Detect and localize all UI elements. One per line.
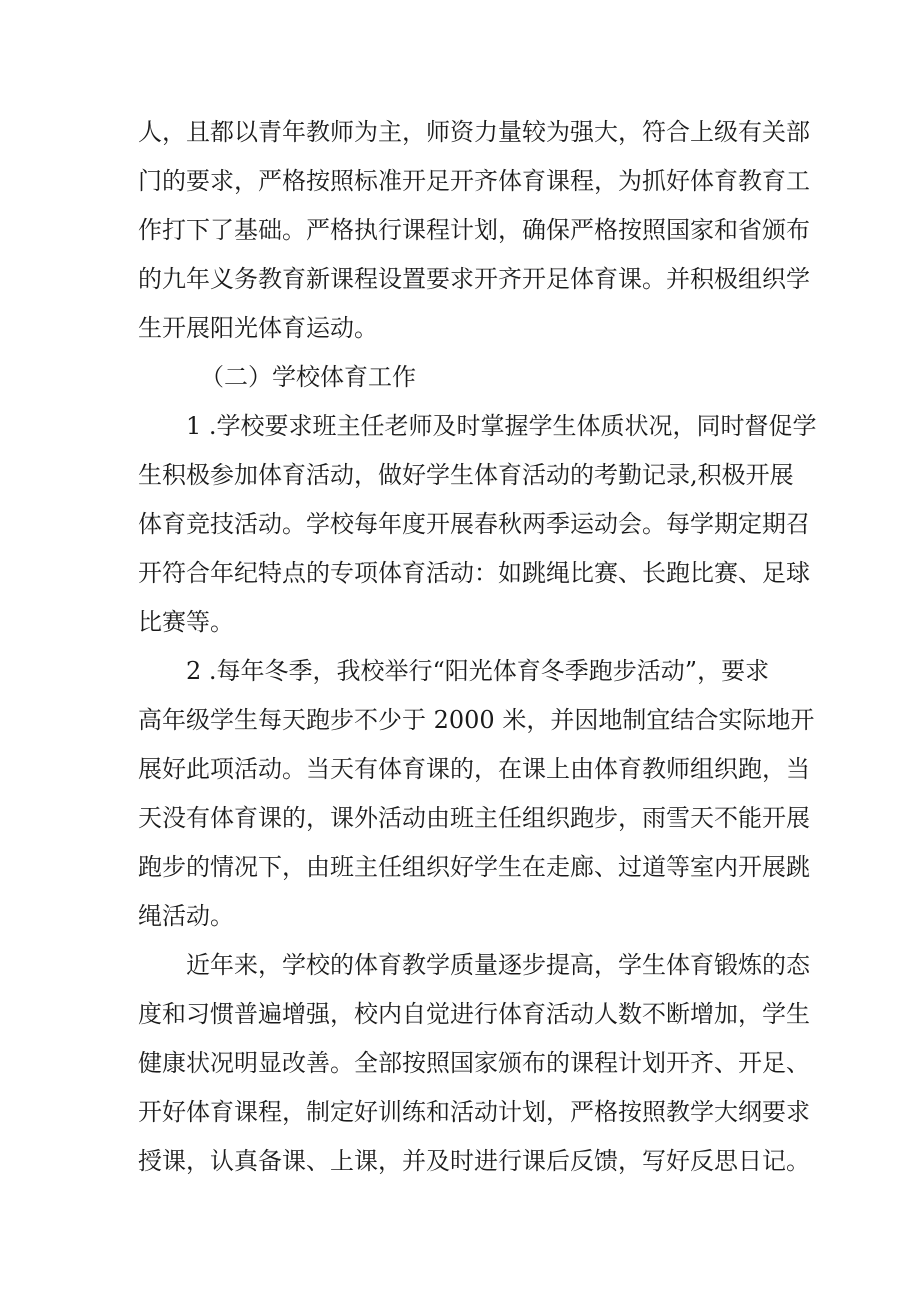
text-line-22: 授课，认真备课、上课，并及时进行课后反馈，写好反思日记。 <box>138 1147 810 1175</box>
section-heading: （二）学校体育工作 <box>200 363 416 391</box>
text-line-5: 生开展阳光体育运动。 <box>138 314 378 342</box>
text-line-7: 1 .学校要求班主任老师及时掌握学生体质状况，同时督促学 <box>186 412 817 440</box>
text-line-19: 度和习惯普遍增强，校内自觉进行体育活动人数不断增加，学生 <box>138 1000 810 1028</box>
text-line-21: 开好体育课程，制定好训练和活动计划，严格按照教学大纲要求 <box>138 1098 810 1126</box>
text-line-14: 展好此项活动。当天有体育课的，在课上由体育教师组织跑，当 <box>138 755 810 783</box>
text-line-17: 绳活动。 <box>138 902 234 930</box>
text-line-4: 的九年义务教育新课程设置要求开齐开足体育课。并积极组织学 <box>138 265 810 293</box>
text-line-3: 作打下了基础。严格执行课程计划，确保严格按照国家和省颁布 <box>138 216 810 244</box>
text-line-16: 跑步的情况下，由班主任组织好学生在走廊、过道等室内开展跳 <box>138 853 810 881</box>
text-line-12: 2 .每年冬季，我校举行“阳光体育冬季跑步活动”，要求 <box>186 657 770 685</box>
text-line-15: 天没有体育课的，课外活动由班主任组织跑步，雨雪天不能开展 <box>138 804 810 832</box>
text-line-13: 高年级学生每天跑步不少于 2000 米，并因地制宜结合实际地开 <box>138 706 815 734</box>
text-line-18: 近年来，学校的体育教学质量逐步提高，学生体育锻炼的态 <box>186 951 810 979</box>
text-line-2: 门的要求，严格按照标准开足开齐体育课程，为抓好体育教育工 <box>138 167 810 195</box>
text-line-8: 生积极参加体育活动，做好学生体育活动的考勤记录,积极开展 <box>138 461 794 489</box>
text-line-9: 体育竞技活动。学校每年度开展春秋两季运动会。每学期定期召 <box>138 510 810 538</box>
text-line-11: 比赛等。 <box>138 608 234 636</box>
text-line-20: 健康状况明显改善。全部按照国家颁布的课程计划开齐、开足、 <box>138 1049 810 1077</box>
text-line-10: 开符合年纪特点的专项体育活动：如跳绳比赛、长跑比赛、足球 <box>138 559 810 587</box>
text-line-1: 人，且都以青年教师为主，师资力量较为强大，符合上级有关部 <box>138 118 810 146</box>
